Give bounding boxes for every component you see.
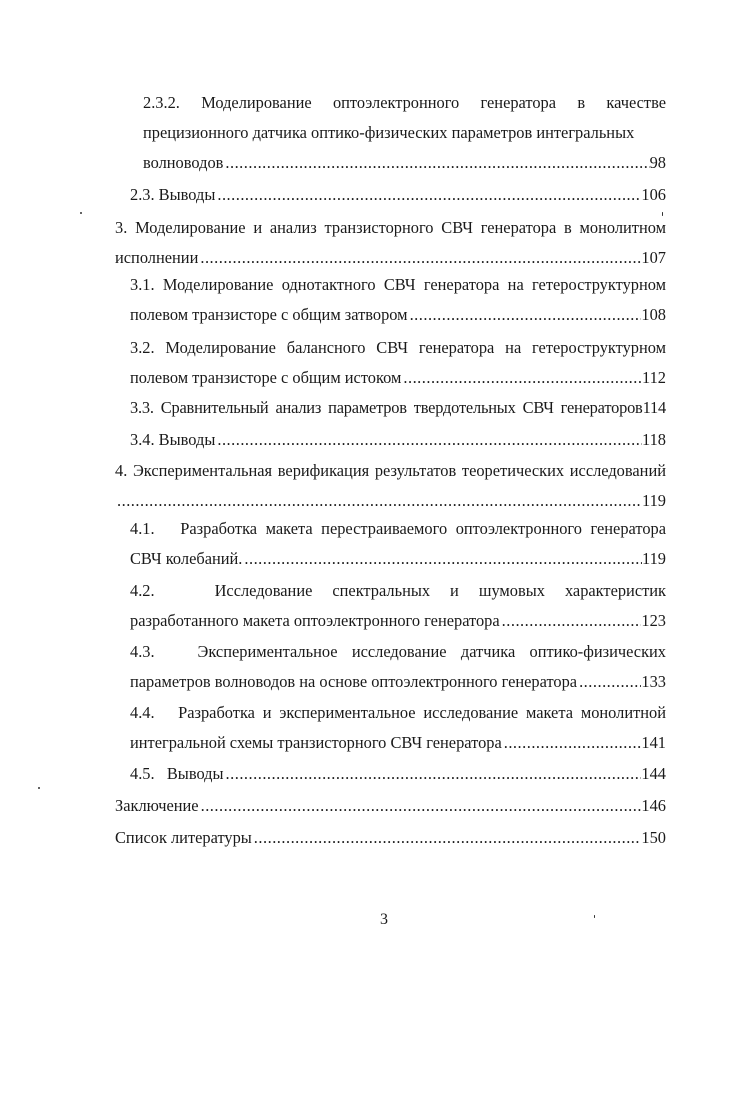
toc-entry-title: интегральной схемы транзисторного СВЧ генератора <box>130 733 502 752</box>
scan-speck <box>662 212 663 216</box>
dot-leader <box>502 728 642 758</box>
toc-entry-4-5 <box>130 759 666 789</box>
dot-leader <box>198 243 641 273</box>
dot-leader <box>252 823 642 853</box>
scan-speck <box>594 915 595 918</box>
toc-page-number: 119 <box>642 549 666 568</box>
toc-entry-3-2 <box>130 333 666 393</box>
toc-entry-3-1 <box>130 270 666 330</box>
dot-leader <box>401 363 642 393</box>
toc-entry-last-line <box>130 544 666 574</box>
toc-entry-4-2 <box>130 576 666 636</box>
toc-entry-line: 4. Экспериментальная верификация результатов теоретических исследований <box>115 461 666 480</box>
toc-page-number: 123 <box>641 611 666 630</box>
toc-entry-line: 4.2. Исследование спектральных и шумовых характеристик <box>130 581 666 600</box>
toc-page-number: 150 <box>641 828 666 847</box>
dot-leader <box>223 148 649 178</box>
toc-entry-title: СВЧ колебаний. <box>130 549 243 568</box>
toc-entry-title: параметров волноводов на основе оптоэлектронного генератора <box>130 672 578 691</box>
toc-entry-last-line <box>115 823 666 853</box>
toc-entry-title: Список литературы <box>115 828 252 847</box>
dot-leader <box>215 425 642 455</box>
toc-entry-last-line <box>143 148 666 178</box>
toc-page-number: 108 <box>641 305 666 324</box>
toc-page-number: 114 <box>642 398 666 417</box>
toc-page-number: 146 <box>641 796 666 815</box>
toc-entry-last-line <box>130 363 666 393</box>
toc-entry-4-4 <box>130 698 666 758</box>
toc-entry-line: 4.4. Разработка и экспериментальное исследование макета монолитной <box>130 703 666 722</box>
toc-page-number: 119 <box>642 491 666 510</box>
dot-leader <box>199 791 642 821</box>
toc-entry-last-line <box>115 791 666 821</box>
dot-leader <box>577 667 641 697</box>
toc-entry-3-3 <box>130 393 666 423</box>
toc-entry-3-4 <box>130 425 666 455</box>
toc-page-number: 98 <box>649 153 666 172</box>
toc-entry-line: прецизионного датчика оптико-физических параметров интегральных <box>143 123 635 142</box>
dot-leader <box>224 759 642 789</box>
dot-leader <box>500 606 642 636</box>
toc-page-number: 112 <box>642 368 666 387</box>
toc-entry-last-line <box>130 425 666 455</box>
toc-entry-line: 3.1. Моделирование однотактного СВЧ генератора на гетероструктурном <box>130 275 666 294</box>
toc-entry-3 <box>115 213 666 273</box>
toc-entry-last-line <box>130 667 666 697</box>
toc-entry-line: 3. Моделирование и анализ транзисторного СВЧ генератора в монолитном <box>115 218 666 237</box>
toc-page-number: 141 <box>641 733 666 752</box>
toc-entry-2-3 <box>130 180 666 210</box>
toc-page-number: 106 <box>641 185 666 204</box>
toc-page-number: 133 <box>641 672 666 691</box>
toc-entry-title: 3.3. Сравнительный анализ параметров твердотельных СВЧ генераторов <box>130 398 643 417</box>
toc-entry-line: 3.2. Моделирование балансного СВЧ генератора на гетероструктурном <box>130 338 666 357</box>
toc-entry-title: полевом транзисторе с общим затвором <box>130 305 408 324</box>
toc-page-number: 144 <box>641 764 666 783</box>
toc-entry-2-3-2 <box>143 88 666 178</box>
toc-entry-4-1 <box>130 514 666 574</box>
toc-entry-last-line <box>130 759 666 789</box>
toc-entry-title: 4.5. Выводы <box>130 764 224 783</box>
toc-entry-last-line <box>130 728 666 758</box>
toc-entry-line: 4.1. Разработка макета перестраиваемого оптоэлектронного генератора <box>130 519 666 538</box>
toc-entry-4-3 <box>130 637 666 697</box>
scan-speck <box>38 787 40 789</box>
toc-entry-last-line <box>115 243 666 273</box>
toc-entry-last-line <box>130 300 666 330</box>
toc-entry-title: 3.4. Выводы <box>130 430 216 449</box>
toc-entry-title: разработанного макета оптоэлектронного генератора <box>130 611 500 630</box>
toc-entry-title: Заключение <box>115 796 199 815</box>
toc-entry-title: полевом транзисторе с общим истоком <box>130 368 402 387</box>
toc-entry-references <box>115 823 666 853</box>
toc-entry-last-line <box>115 486 666 516</box>
dot-leader <box>215 180 641 210</box>
toc-entry-line: 2.3.2. Моделирование оптоэлектронного генератора в качестве <box>143 93 666 112</box>
dot-leader <box>408 300 642 330</box>
toc-entry-title: волноводов <box>143 153 224 172</box>
toc-page-number: 107 <box>641 248 666 267</box>
page-number: 3 <box>380 911 388 928</box>
toc-entry-title: 2.3. Выводы <box>130 185 216 204</box>
dot-leader <box>242 544 642 574</box>
toc-entry-title: исполнении <box>115 248 199 267</box>
toc-entry-conclusion <box>115 791 666 821</box>
toc-entry-line: 4.3. Экспериментальное исследование датчика оптико-физических <box>130 642 666 661</box>
toc-entry-line <box>130 393 666 423</box>
dot-leader <box>115 486 642 516</box>
scan-speck <box>80 212 82 214</box>
toc-entry-last-line <box>130 606 666 636</box>
toc-entry-4 <box>115 456 666 516</box>
toc-page-number: 118 <box>642 430 666 449</box>
toc-entry-last-line <box>130 180 666 210</box>
